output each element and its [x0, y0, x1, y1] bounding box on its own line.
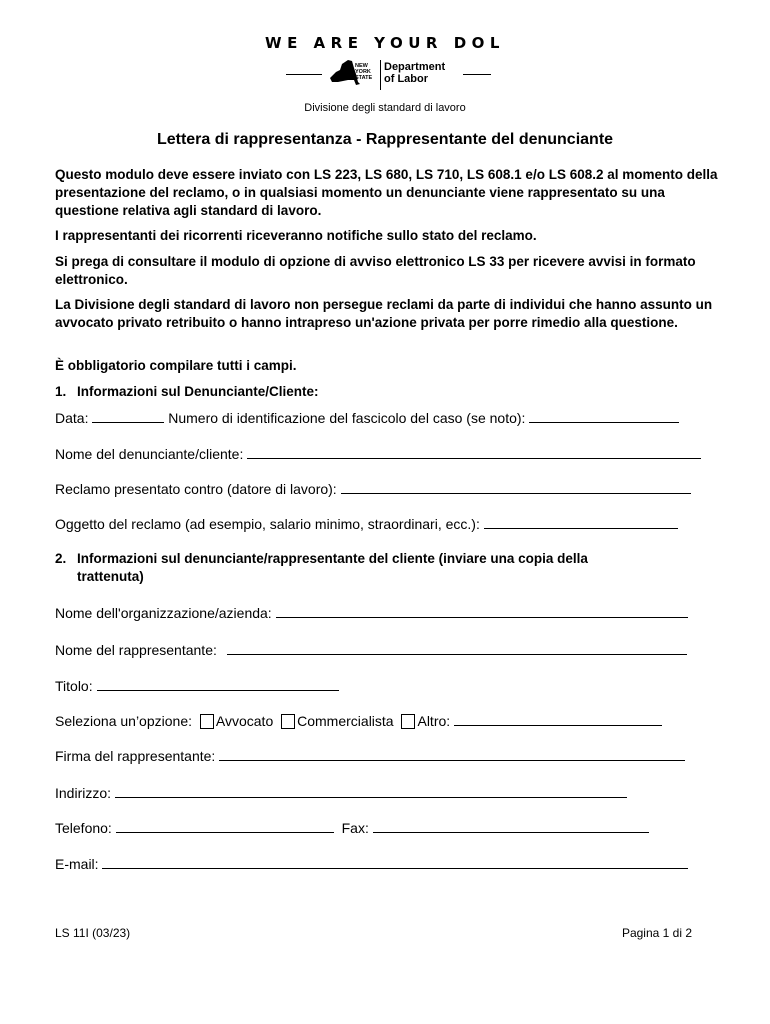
email-field[interactable] — [102, 854, 688, 869]
representative-name-label: Nome del rappresentante: — [55, 642, 217, 658]
section-2-heading: 2. Informazioni sul denunciante/rappresentante del cliente (inviare una copia della trattenuta) — [55, 551, 588, 584]
address-row — [55, 783, 627, 802]
employer-row — [55, 479, 691, 498]
organization-field[interactable] — [276, 603, 688, 618]
signature-label: Firma del rappresentante: — [55, 748, 216, 764]
title-field[interactable] — [97, 676, 339, 691]
fax-field[interactable] — [373, 818, 649, 833]
email-row — [55, 854, 688, 873]
complainant-name-field[interactable] — [247, 444, 701, 459]
required-fields-note: È obbligatorio compilare tutti i campi. — [55, 358, 297, 373]
logo-divider — [380, 60, 381, 90]
intro-paragraph: Questo modulo deve essere inviato con LS 223, LS 680, LS 710, LS 608.1 e/o LS 608.2 al momento della presentazione del reclamo, o in qualsiasi momento un denunciante viene rappresentato su una questione relativa agli standard di lavoro. — [55, 167, 718, 218]
representative-name-row — [55, 640, 687, 659]
slogan: WE ARE YOUR DOL — [265, 34, 505, 52]
page-title: Lettera di rappresentanza - Rappresentante del denunciante — [156, 131, 614, 148]
logo-rule-left — [286, 74, 322, 75]
complaint-subject-field[interactable] — [484, 514, 678, 529]
accountant-checkbox[interactable] — [281, 714, 295, 729]
title-label: Titolo: — [55, 678, 93, 694]
option-row — [55, 711, 662, 730]
lawyer-checkbox[interactable] — [200, 714, 214, 729]
email-label: E-mail: — [55, 856, 99, 872]
page-number: Pagina 1 di 2 — [621, 926, 692, 940]
date-field[interactable] — [92, 408, 164, 423]
form-code: LS 11I (03/23) — [55, 926, 131, 940]
dol-logo — [0, 58, 770, 92]
signature-field[interactable] — [219, 746, 685, 761]
accountant-option-label: Commercialista — [297, 713, 394, 729]
employer-label: Reclamo presentato contro (datore di lavoro): — [55, 481, 337, 497]
date-case-row — [55, 408, 679, 427]
fax-label: Fax: — [341, 820, 369, 836]
division-name: Divisione degli standard di lavoro — [304, 102, 466, 114]
phone-fax-row — [55, 818, 649, 837]
phone-field[interactable] — [116, 818, 334, 833]
state-wordmark: NEW YORK STATE — [355, 63, 373, 81]
notification-paragraph: I rappresentanti dei ricorrenti riceveranno notifiche sullo stato del reclamo. — [55, 228, 537, 243]
case-number-label: Numero di identificazione del fascicolo del caso (se noto): — [168, 410, 526, 426]
complainant-name-row — [55, 444, 701, 463]
logo-rule-right — [463, 74, 491, 75]
title-row — [55, 676, 339, 695]
phone-label: Telefono: — [55, 820, 112, 836]
address-field[interactable] — [115, 783, 627, 798]
complaint-subject-row — [55, 514, 678, 533]
organization-row — [55, 603, 688, 622]
department-wordmark: Department of Labor — [384, 61, 446, 85]
other-checkbox[interactable] — [401, 714, 415, 729]
private-attorney-paragraph: La Divisione degli standard di lavoro non persegue reclami da parte di individui che hanno assunto un avvocato privato retribuito o hanno intrapreso un'azione privata per porre rimedio alla questione. — [55, 297, 713, 330]
header — [0, 34, 770, 52]
electronic-notice-paragraph: Si prega di consultare il modulo di opzione di avviso elettronico LS 33 per ricevere avvisi in formato elettronico. — [55, 254, 696, 287]
organization-label: Nome dell'organizzazione/azienda: — [55, 605, 272, 621]
address-label: Indirizzo: — [55, 785, 112, 801]
complaint-subject-label: Oggetto del reclamo (ad esempio, salario minimo, straordinari, ecc.): — [55, 516, 480, 532]
employer-field[interactable] — [341, 479, 691, 494]
lawyer-option-label: Avvocato — [215, 713, 274, 729]
signature-row — [55, 746, 685, 765]
option-label: Seleziona un’opzione: — [55, 713, 192, 729]
representative-name-field[interactable] — [227, 640, 687, 655]
other-option-label: Altro: — [417, 713, 451, 729]
section-1-heading: 1. Informazioni sul Denunciante/Cliente: — [55, 384, 319, 399]
date-label: Data: — [55, 410, 89, 426]
complainant-name-label: Nome del denunciante/cliente: — [55, 446, 244, 462]
case-number-field[interactable] — [529, 408, 679, 423]
other-option-field[interactable] — [454, 711, 662, 726]
